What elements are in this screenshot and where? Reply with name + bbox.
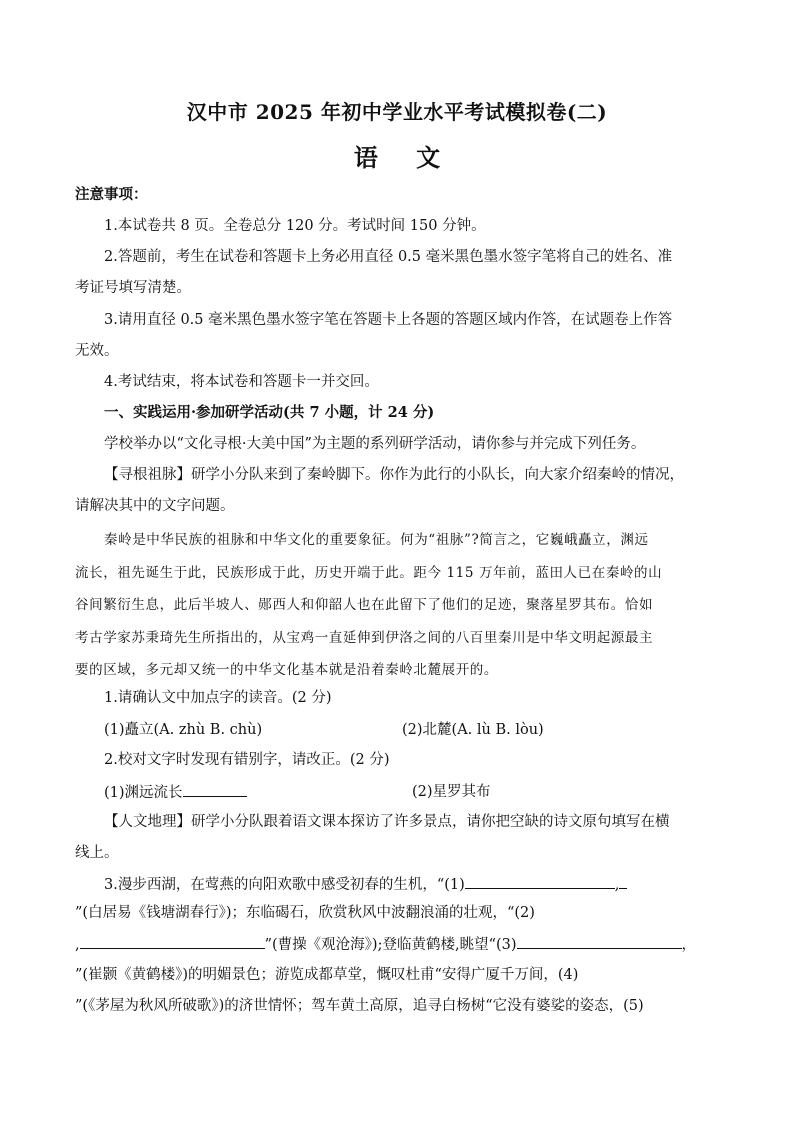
subject-title: 语 文 [353,143,441,172]
question-3-text: ”(曹操《观沧海》);登临黄鹤楼,眺望“(3) [264,937,517,953]
question-1-option-2: (2)北麓(A. lù B. lòu) [402,722,544,738]
answer-blank-1a[interactable] [465,874,615,889]
question-2-item-2: (2)星罗其布 [412,784,491,800]
answer-blank-3[interactable] [517,934,682,949]
punctuation: ， [681,937,697,953]
answer-blank[interactable] [183,782,247,797]
question-3-line-2 [75,903,725,923]
question-3-line-5 [75,996,725,1016]
notice-heading: 注意事项： [75,186,148,203]
notice-item-3-line-2: 无效。 [75,343,119,359]
exam-title: 汉中市 2025 年初中学业水平考试模拟卷(二) [186,100,608,124]
notice-item-4: 4.考试结束，将本试卷和答题卡一并交回。 [104,374,379,390]
answer-blank-2[interactable] [80,934,265,949]
notice-item-3-line-1: 3.请用直径 0.5 毫米黑色墨水签字笔在答题卡上各题的答题区域内作答，在试题卷上作答 [104,312,673,328]
passage-line-1: 秦岭是中华民族的祖脉和中华文化的重要象征。何为“祖脉”?简言之，它巍峨矗立，渊远 [104,532,649,548]
task-1-line-1: 【寻根祖脉】研学小分队来到了秦岭脚下。你作为此行的小队长，向大家介绍秦岭的情况， [104,467,684,483]
task-2-line-2: 线上。 [75,845,119,861]
question-2-stem: 2.校对文字时发现有错别字，请改正。(2 分) [104,752,390,768]
passage-line-2: 流长，祖先诞生于此，民族形成于此，历史开端于此。距今 115 万年前，蓝田人已在秦岭的山 [75,565,663,581]
question-3-text: ”(崔颢《黄鹤楼》)的明媚景色；游览成都草堂，慨叹杜甫“安得广厦千万间，(4) [75,967,579,983]
answer-blank-1b[interactable] [619,874,627,889]
punctuation: , [614,877,620,893]
question-3-line-1 [104,874,725,895]
notice-item-2-line-1: 2.答题前，考生在试卷和答题卡上务必用直径 0.5 毫米黑色墨水签字笔将自己的姓名、准 [104,249,673,265]
question-3-line-4 [75,965,725,985]
notice-item-1: 1.本试卷共 8 页。全卷总分 120 分。考试时间 150 分钟。 [104,218,486,234]
passage-line-3: 谷间繁衍生息，此后半坡人、郧西人和仰韶人也在此留下了他们的足迹，聚落星罗其布。恰如 [75,597,654,613]
punctuation: , [75,937,80,953]
passage-line-4: 考古学家苏秉琦先生所指出的，从宝鸡一直延伸到伊洛之间的八百里秦川是中华文明起源最主 [75,630,654,646]
section-1-heading: 一、实践运用·参加研学活动(共 7 小题，计 24 分) [104,404,435,421]
question-3-text: ”(白居易《钱塘湖春行》)；东临碣石，欣赏秋风中波翻浪涌的壮观，“(2) [75,905,535,921]
passage-line-5: 要的区域，多元却又统一的中华文化基本就是沿着秦岭北麓展开的。 [75,662,498,678]
question-2-item-1-text: (1)渊远流长 [104,785,183,801]
question-1-option-1: (1)矗立(A. zhù B. chù) [104,722,263,738]
task-1-line-2: 请解决其中的文字问题。 [75,498,235,514]
question-2-item-1 [104,782,384,803]
question-1-stem: 1.请确认文中加点字的读音。(2 分) [104,690,332,706]
section-1-intro: 学校举办以“文化寻根·大美中国”为主题的系列研学活动，请你参与并完成下列任务。 [104,436,646,452]
question-3-text: ”(《茅屋为秋风所破歌》)的济世情怀；驾车黄土高原，追寻白杨树“它没有婆娑的姿态，(5) [75,998,644,1014]
question-3-line-3 [75,934,725,955]
task-2-line-1: 【人文地理】研学小分队跟着语文课本探访了许多景点，请你把空缺的诗文原句填写在横 [104,814,670,830]
notice-item-2-line-2: 考证号填写清楚。 [75,280,191,296]
question-3-text: 3.漫步西湖，在莺燕的向阳欢歌中感受初春的生机，“(1) [104,877,465,893]
